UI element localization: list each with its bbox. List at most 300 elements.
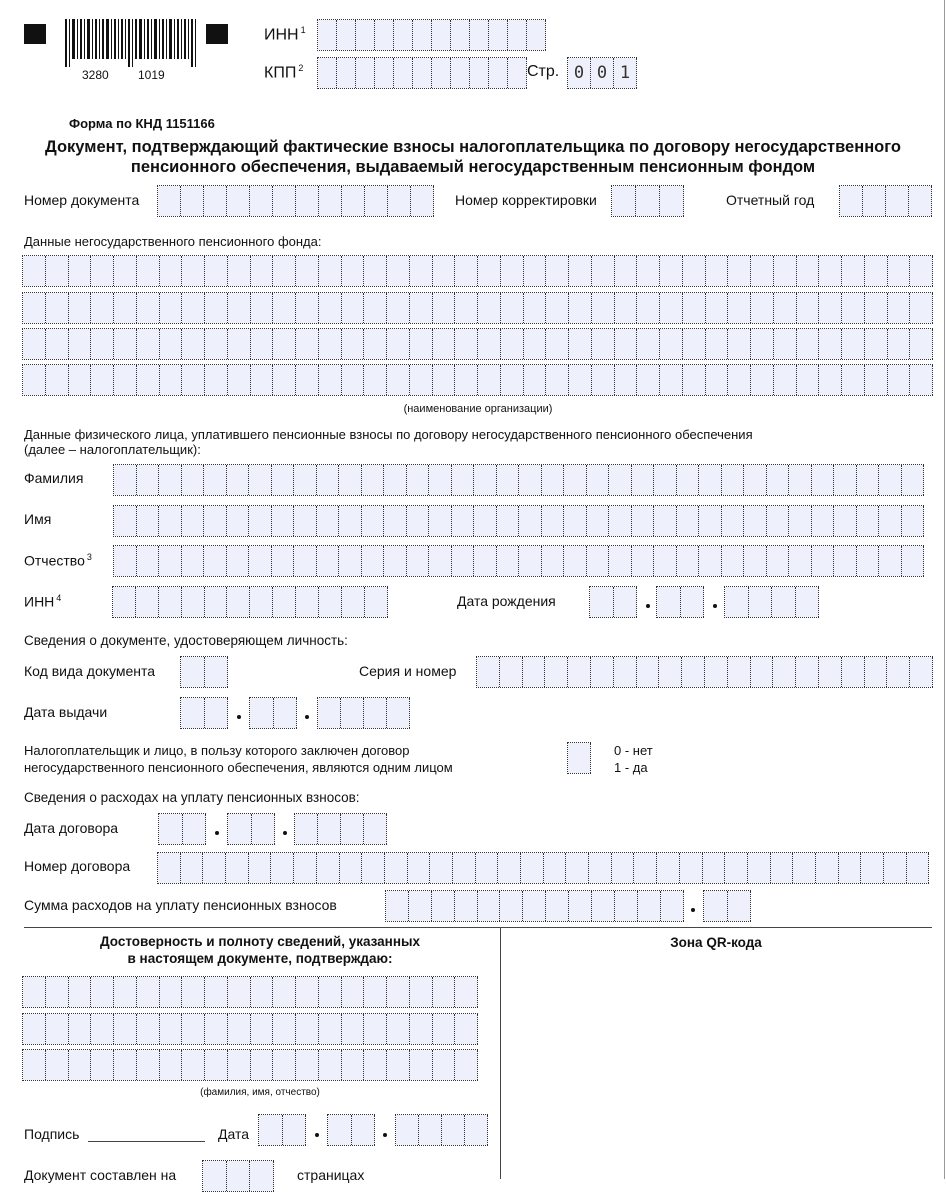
input-cell[interactable] (413, 20, 432, 50)
input-cell[interactable] (592, 293, 615, 323)
input-cell[interactable] (587, 546, 610, 576)
input-cell[interactable] (183, 814, 207, 844)
input-cell[interactable] (69, 293, 92, 323)
input-cell[interactable] (705, 657, 728, 687)
input-cell[interactable] (69, 1014, 92, 1044)
input-cell[interactable] (410, 977, 433, 1007)
input-cell[interactable] (413, 58, 432, 88)
input-cell[interactable] (339, 506, 362, 536)
input-cell[interactable] (203, 853, 226, 883)
input-cell[interactable] (857, 506, 880, 536)
input-cell[interactable] (816, 853, 839, 883)
input-cell[interactable] (159, 814, 183, 844)
input-cell[interactable] (294, 506, 317, 536)
input-cell[interactable] (410, 256, 433, 286)
issue-year-cells[interactable] (317, 697, 410, 729)
input-cell[interactable] (394, 20, 413, 50)
input-cell[interactable] (433, 1014, 456, 1044)
input-cell[interactable] (508, 58, 527, 88)
input-cell[interactable] (387, 329, 410, 359)
input-cell[interactable] (296, 329, 319, 359)
input-cell[interactable] (342, 1050, 365, 1080)
input-cell[interactable] (478, 293, 501, 323)
input-cell[interactable] (182, 465, 205, 495)
input-cell[interactable] (337, 58, 356, 88)
input-cell[interactable] (182, 1014, 205, 1044)
signer-fio-row-3[interactable] (22, 1049, 478, 1081)
input-cell[interactable] (249, 853, 272, 883)
input-cell[interactable] (680, 853, 703, 883)
input-cell[interactable] (283, 1115, 307, 1145)
inn-cells[interactable] (112, 586, 388, 618)
input-cell[interactable] (137, 329, 160, 359)
input-cell[interactable] (637, 329, 660, 359)
input-cell[interactable] (251, 293, 274, 323)
input-cell[interactable] (637, 365, 660, 395)
input-cell[interactable] (744, 546, 767, 576)
input-cell[interactable] (137, 293, 160, 323)
input-cell[interactable] (501, 293, 524, 323)
input-cell[interactable] (861, 853, 884, 883)
input-cell[interactable] (569, 256, 592, 286)
input-cell[interactable] (455, 977, 478, 1007)
input-cell[interactable] (452, 465, 475, 495)
input-cell[interactable] (566, 853, 589, 883)
input-cell[interactable] (751, 365, 774, 395)
input-cell[interactable] (796, 657, 819, 687)
input-cell[interactable] (226, 853, 249, 883)
input-cell[interactable] (524, 329, 547, 359)
input-cell[interactable] (387, 293, 410, 323)
input-cell[interactable] (158, 853, 181, 883)
input-cell[interactable] (356, 20, 375, 50)
input-cell[interactable] (46, 365, 69, 395)
pages-count-cells[interactable] (202, 1160, 274, 1192)
input-cell[interactable] (797, 256, 820, 286)
input-cell[interactable] (411, 186, 434, 216)
input-cell[interactable] (453, 853, 476, 883)
input-cell[interactable] (91, 256, 114, 286)
input-cell[interactable] (819, 293, 842, 323)
input-cell[interactable] (728, 329, 751, 359)
input-cell[interactable] (433, 1050, 456, 1080)
input-cell[interactable] (251, 977, 274, 1007)
input-cell[interactable] (455, 329, 478, 359)
input-cell[interactable] (654, 546, 677, 576)
input-cell[interactable] (160, 1050, 183, 1080)
input-cell[interactable] (470, 20, 489, 50)
input-cell[interactable] (388, 186, 411, 216)
input-cell[interactable] (433, 256, 456, 286)
input-cell[interactable] (545, 657, 568, 687)
input-cell[interactable] (160, 329, 183, 359)
input-cell[interactable] (521, 853, 544, 883)
input-cell[interactable] (657, 853, 680, 883)
input-cell[interactable] (319, 1014, 342, 1044)
input-cell[interactable] (699, 546, 722, 576)
input-cell[interactable] (638, 891, 661, 921)
input-cell[interactable] (568, 657, 591, 687)
input-cell[interactable] (273, 186, 296, 216)
input-cell[interactable] (250, 186, 273, 216)
input-cell[interactable] (812, 546, 835, 576)
input-cell[interactable] (23, 1014, 46, 1044)
input-cell[interactable] (227, 1161, 251, 1191)
input-cell[interactable] (137, 506, 160, 536)
input-cell[interactable] (295, 814, 318, 844)
input-cell[interactable] (501, 365, 524, 395)
input-cell[interactable] (725, 587, 749, 617)
input-cell[interactable] (273, 256, 296, 286)
input-cell[interactable] (546, 891, 569, 921)
input-cell[interactable] (681, 587, 705, 617)
input-cell[interactable] (394, 58, 413, 88)
input-cell[interactable] (728, 293, 751, 323)
input-cell[interactable] (612, 186, 636, 216)
input-cell[interactable] (318, 698, 341, 728)
input-cell[interactable] (432, 20, 451, 50)
input-cell[interactable] (227, 465, 250, 495)
input-cell[interactable] (523, 657, 546, 687)
input-cell[interactable] (342, 293, 365, 323)
input-cell[interactable] (819, 657, 842, 687)
input-cell[interactable] (46, 256, 69, 286)
input-cell[interactable] (317, 465, 340, 495)
input-cell[interactable] (318, 20, 337, 50)
input-cell[interactable] (637, 293, 660, 323)
fund-name-row-3[interactable] (22, 328, 933, 360)
input-cell[interactable] (842, 256, 865, 286)
input-cell[interactable] (69, 1050, 92, 1080)
input-cell[interactable] (489, 20, 508, 50)
input-cell[interactable] (114, 546, 137, 576)
input-cell[interactable] (660, 293, 683, 323)
input-cell[interactable] (751, 293, 774, 323)
input-cell[interactable] (834, 465, 857, 495)
input-cell[interactable] (419, 1115, 442, 1145)
input-cell[interactable] (500, 657, 523, 687)
input-cell[interactable] (474, 465, 497, 495)
doc-number-cells[interactable] (157, 185, 434, 217)
input-cell[interactable] (250, 698, 274, 728)
input-cell[interactable] (340, 853, 363, 883)
input-cell[interactable] (228, 365, 251, 395)
input-cell[interactable] (910, 256, 933, 286)
input-cell[interactable] (774, 256, 797, 286)
input-cell[interactable] (205, 365, 228, 395)
input-cell[interactable] (137, 1014, 160, 1044)
input-cell[interactable] (317, 546, 340, 576)
input-cell[interactable] (699, 506, 722, 536)
input-cell[interactable] (364, 329, 387, 359)
input-cell[interactable] (751, 329, 774, 359)
input-cell[interactable] (181, 853, 204, 883)
input-cell[interactable] (205, 698, 229, 728)
input-cell[interactable] (114, 1050, 137, 1080)
page-number-cells[interactable] (567, 57, 637, 89)
birth-year-cells[interactable] (724, 586, 819, 618)
signer-fio-row-1[interactable] (22, 976, 478, 1008)
input-cell[interactable] (589, 853, 612, 883)
input-cell[interactable] (842, 293, 865, 323)
input-cell[interactable] (46, 293, 69, 323)
input-cell[interactable] (410, 1050, 433, 1080)
input-cell[interactable] (384, 506, 407, 536)
fund-name-row-2[interactable] (22, 292, 933, 324)
input-cell[interactable] (455, 1050, 478, 1080)
input-cell[interactable] (364, 256, 387, 286)
input-cell[interactable] (767, 546, 790, 576)
input-cell[interactable] (774, 293, 797, 323)
input-cell[interactable] (564, 506, 587, 536)
contract-day-cells[interactable] (158, 813, 206, 845)
input-cell[interactable] (114, 465, 137, 495)
input-cell[interactable] (114, 977, 137, 1007)
input-cell[interactable] (251, 1050, 274, 1080)
input-cell[interactable] (569, 293, 592, 323)
input-cell[interactable] (342, 256, 365, 286)
input-cell[interactable] (296, 1050, 319, 1080)
input-cell[interactable] (478, 329, 501, 359)
input-cell[interactable] (114, 1014, 137, 1044)
input-cell[interactable] (879, 465, 902, 495)
input-cell[interactable] (819, 365, 842, 395)
input-cell[interactable] (113, 587, 136, 617)
input-cell[interactable] (615, 329, 638, 359)
input-cell[interactable] (886, 186, 909, 216)
input-cell[interactable] (767, 506, 790, 536)
input-cell[interactable] (46, 977, 69, 1007)
surname-cells[interactable] (113, 464, 924, 496)
input-cell[interactable] (683, 329, 706, 359)
input-cell[interactable] (204, 546, 227, 576)
input-cell[interactable] (819, 329, 842, 359)
input-cell[interactable] (591, 657, 614, 687)
input-cell[interactable] (654, 506, 677, 536)
input-cell[interactable] (793, 853, 816, 883)
input-cell[interactable] (902, 465, 925, 495)
input-cell[interactable] (205, 657, 229, 687)
input-cell[interactable] (387, 977, 410, 1007)
input-cell[interactable] (46, 1014, 69, 1044)
input-cell[interactable] (362, 506, 385, 536)
input-cell[interactable] (888, 365, 911, 395)
patronymic-cells[interactable] (113, 545, 924, 577)
input-cell[interactable] (497, 506, 520, 536)
input-cell[interactable] (910, 329, 933, 359)
input-cell[interactable] (410, 365, 433, 395)
input-cell[interactable] (250, 1161, 274, 1191)
input-cell[interactable] (158, 186, 181, 216)
input-cell[interactable] (114, 365, 137, 395)
input-cell[interactable] (182, 365, 205, 395)
sign-day-cells[interactable] (258, 1114, 306, 1146)
input-cell[interactable] (429, 546, 452, 576)
input-cell[interactable] (362, 546, 385, 576)
input-cell[interactable] (296, 1014, 319, 1044)
input-cell[interactable] (789, 465, 812, 495)
input-cell[interactable] (182, 977, 205, 1007)
input-cell[interactable] (249, 506, 272, 536)
input-cell[interactable] (839, 853, 862, 883)
input-cell[interactable] (410, 293, 433, 323)
input-cell[interactable] (341, 814, 364, 844)
input-cell[interactable] (564, 465, 587, 495)
input-cell[interactable] (137, 465, 160, 495)
input-cell[interactable] (910, 657, 933, 687)
input-cell[interactable] (636, 186, 660, 216)
input-cell[interactable] (706, 365, 729, 395)
input-cell[interactable] (773, 657, 796, 687)
input-cell[interactable] (706, 329, 729, 359)
input-cell[interactable] (452, 546, 475, 576)
input-cell[interactable] (318, 814, 341, 844)
input-cell[interactable] (319, 186, 342, 216)
input-cell[interactable] (615, 293, 638, 323)
input-cell[interactable] (722, 465, 745, 495)
input-cell[interactable] (888, 329, 911, 359)
input-cell[interactable] (812, 506, 835, 536)
input-cell[interactable] (387, 256, 410, 286)
input-cell[interactable] (497, 465, 520, 495)
input-cell[interactable] (204, 465, 227, 495)
input-cell[interactable] (160, 365, 183, 395)
input-cell[interactable] (677, 506, 700, 536)
input-cell[interactable] (703, 853, 726, 883)
input-cell[interactable] (182, 256, 205, 286)
sign-month-cells[interactable] (327, 1114, 375, 1146)
input-cell[interactable] (451, 20, 470, 50)
input-cell[interactable] (615, 256, 638, 286)
input-cell[interactable] (407, 506, 430, 536)
input-cell[interactable] (508, 20, 527, 50)
input-cell[interactable] (319, 587, 342, 617)
input-cell[interactable] (410, 329, 433, 359)
input-cell[interactable] (319, 1050, 342, 1080)
input-cell[interactable] (137, 546, 160, 576)
input-cell[interactable] (352, 1115, 376, 1145)
input-cell[interactable] (296, 256, 319, 286)
input-cell[interactable] (136, 587, 159, 617)
input-cell[interactable] (341, 698, 364, 728)
input-cell[interactable] (205, 587, 228, 617)
input-cell[interactable] (542, 465, 565, 495)
input-cell[interactable] (273, 587, 296, 617)
input-cell[interactable] (722, 546, 745, 576)
input-cell[interactable] (909, 186, 932, 216)
input-cell[interactable] (797, 293, 820, 323)
input-cell[interactable] (137, 365, 160, 395)
input-cell[interactable] (396, 1115, 419, 1145)
input-cell[interactable] (910, 293, 933, 323)
input-cell[interactable] (748, 853, 771, 883)
input-cell[interactable] (519, 506, 542, 536)
input-cell[interactable] (182, 293, 205, 323)
input-cell[interactable] (387, 1014, 410, 1044)
input-cell[interactable] (728, 365, 751, 395)
input-cell[interactable] (902, 506, 925, 536)
input-cell[interactable] (865, 293, 888, 323)
input-cell[interactable] (771, 853, 794, 883)
expense-sum-rubles-cells[interactable] (385, 890, 684, 922)
input-cell[interactable] (249, 465, 272, 495)
input-cell[interactable] (429, 506, 452, 536)
issue-day-cells[interactable] (180, 697, 228, 729)
input-cell[interactable] (614, 587, 638, 617)
input-cell[interactable] (272, 465, 295, 495)
input-cell[interactable] (204, 506, 227, 536)
input-cell[interactable] (546, 256, 569, 286)
input-cell[interactable] (888, 293, 911, 323)
input-cell[interactable] (455, 293, 478, 323)
input-cell[interactable] (342, 977, 365, 1007)
input-cell[interactable] (273, 293, 296, 323)
input-cell[interactable] (23, 1050, 46, 1080)
input-cell[interactable] (342, 329, 365, 359)
input-cell[interactable] (879, 546, 902, 576)
input-cell[interactable] (181, 186, 204, 216)
input-cell[interactable] (91, 977, 114, 1007)
input-cell[interactable] (181, 698, 205, 728)
input-cell[interactable] (910, 365, 933, 395)
input-cell[interactable] (615, 365, 638, 395)
input-cell[interactable] (609, 506, 632, 536)
input-cell[interactable] (137, 977, 160, 1007)
input-cell[interactable] (296, 365, 319, 395)
input-cell[interactable] (182, 506, 205, 536)
input-cell[interactable] (744, 465, 767, 495)
input-cell[interactable] (569, 365, 592, 395)
input-cell[interactable] (660, 329, 683, 359)
input-cell[interactable] (114, 329, 137, 359)
input-cell[interactable] (500, 891, 523, 921)
input-cell[interactable] (182, 329, 205, 359)
input-cell[interactable] (774, 329, 797, 359)
input-cell[interactable] (654, 465, 677, 495)
input-cell[interactable] (587, 465, 610, 495)
input-cell[interactable] (160, 1014, 183, 1044)
input-cell[interactable] (69, 329, 92, 359)
input-cell[interactable] (160, 977, 183, 1007)
input-cell[interactable] (227, 587, 250, 617)
input-cell[interactable] (364, 1014, 387, 1044)
input-cell[interactable] (387, 1050, 410, 1080)
sign-year-cells[interactable] (395, 1114, 488, 1146)
input-cell[interactable] (433, 293, 456, 323)
input-cell[interactable] (637, 256, 660, 286)
input-cell[interactable] (857, 465, 880, 495)
input-cell[interactable] (706, 256, 729, 286)
input-cell[interactable] (364, 365, 387, 395)
input-cell[interactable] (455, 891, 478, 921)
input-cell[interactable] (842, 657, 865, 687)
input-cell[interactable] (69, 365, 92, 395)
input-cell[interactable] (339, 546, 362, 576)
input-cell[interactable] (46, 329, 69, 359)
input-cell[interactable] (114, 293, 137, 323)
input-cell[interactable] (683, 256, 706, 286)
input-cell[interactable] (319, 329, 342, 359)
input-cell[interactable] (228, 814, 252, 844)
input-cell[interactable] (410, 1014, 433, 1044)
signature-line[interactable] (88, 1141, 205, 1142)
input-cell[interactable] (478, 891, 501, 921)
input-cell[interactable] (677, 546, 700, 576)
input-cell[interactable] (114, 506, 137, 536)
input-cell[interactable] (137, 1050, 160, 1080)
input-cell[interactable] (23, 329, 46, 359)
input-cell[interactable] (205, 329, 228, 359)
